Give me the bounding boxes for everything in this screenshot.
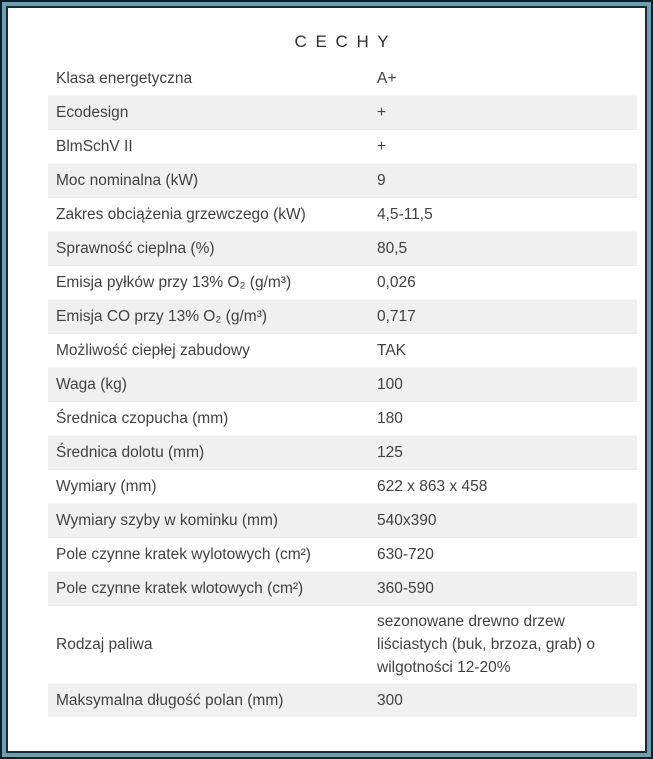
table-row bbox=[48, 299, 637, 333]
row-label: BlmSchV II bbox=[56, 138, 133, 155]
table-row bbox=[48, 333, 637, 367]
row-label: Ecodesign bbox=[56, 104, 129, 121]
table-row bbox=[48, 95, 637, 129]
row-value: TAK bbox=[377, 342, 406, 359]
row-value: 125 bbox=[377, 444, 403, 461]
row-label: Sprawność cieplna (%) bbox=[56, 240, 215, 257]
row-label: Moc nominalna (kW) bbox=[56, 172, 199, 189]
row-value: 9 bbox=[377, 172, 386, 189]
row-value: 0,717 bbox=[377, 308, 416, 325]
row-label: Wymiary szyby w kominku (mm) bbox=[56, 512, 279, 529]
row-label: Klasa energetyczna bbox=[56, 69, 193, 87]
table-row bbox=[48, 129, 637, 163]
row-value: 630-720 bbox=[377, 546, 434, 563]
table-row bbox=[48, 367, 637, 401]
row-value: A+ bbox=[377, 69, 397, 87]
content-area bbox=[6, 6, 647, 753]
table-row bbox=[48, 197, 637, 231]
row-value: 180 bbox=[377, 410, 403, 427]
frame-teal-ring bbox=[2, 2, 651, 757]
row-value: 4,5-11,5 bbox=[377, 206, 433, 223]
table-row bbox=[48, 571, 637, 605]
row-label: Zakres obciążenia grzewczego (kW) bbox=[56, 206, 306, 223]
page-title: C E C H Y bbox=[294, 32, 391, 51]
table-row bbox=[48, 683, 637, 717]
table-row bbox=[48, 435, 637, 469]
table-row bbox=[48, 605, 637, 683]
row-value: 300 bbox=[377, 692, 403, 709]
table-row bbox=[48, 537, 637, 571]
row-value: + bbox=[377, 138, 387, 155]
table-row bbox=[48, 265, 637, 299]
table-row bbox=[48, 231, 637, 265]
table-row bbox=[48, 469, 637, 503]
row-value: 622 x 863 x 458 bbox=[377, 478, 488, 495]
row-value: sezonowane drewno drzew liściastych (buk, brzoza, grab) o wilgotności 12-20% bbox=[377, 613, 595, 676]
row-label: Możliwość ciepłej zabudowy bbox=[56, 342, 250, 359]
row-label: Emisja pyłków przy 13% O₂ (g/m³) bbox=[56, 274, 292, 291]
row-label: Średnica dolotu (mm) bbox=[56, 444, 205, 461]
row-label: Pole czynne kratek wylotowych (cm²) bbox=[56, 546, 311, 563]
row-value: + bbox=[377, 104, 387, 121]
row-label: Średnica czopucha (mm) bbox=[56, 410, 229, 427]
row-label: Rodzaj paliwa bbox=[56, 636, 153, 653]
row-label: Wymiary (mm) bbox=[56, 478, 157, 495]
spec-table bbox=[48, 61, 637, 717]
row-value: 360-590 bbox=[377, 580, 434, 597]
row-label: Pole czynne kratek wlotowych (cm²) bbox=[56, 580, 304, 597]
table-row bbox=[48, 503, 637, 537]
table-row bbox=[48, 401, 637, 435]
row-value: 0,026 bbox=[377, 274, 416, 291]
row-label: Emisja CO przy 13% O₂ (g/m³) bbox=[56, 308, 267, 325]
row-label: Maksymalna długość polan (mm) bbox=[56, 692, 284, 709]
row-label: Waga (kg) bbox=[56, 376, 127, 393]
row-value: 540x390 bbox=[377, 512, 437, 529]
row-value: 100 bbox=[377, 376, 403, 393]
row-value: 80,5 bbox=[377, 240, 408, 257]
table-row bbox=[48, 163, 637, 197]
table-row bbox=[48, 61, 637, 95]
